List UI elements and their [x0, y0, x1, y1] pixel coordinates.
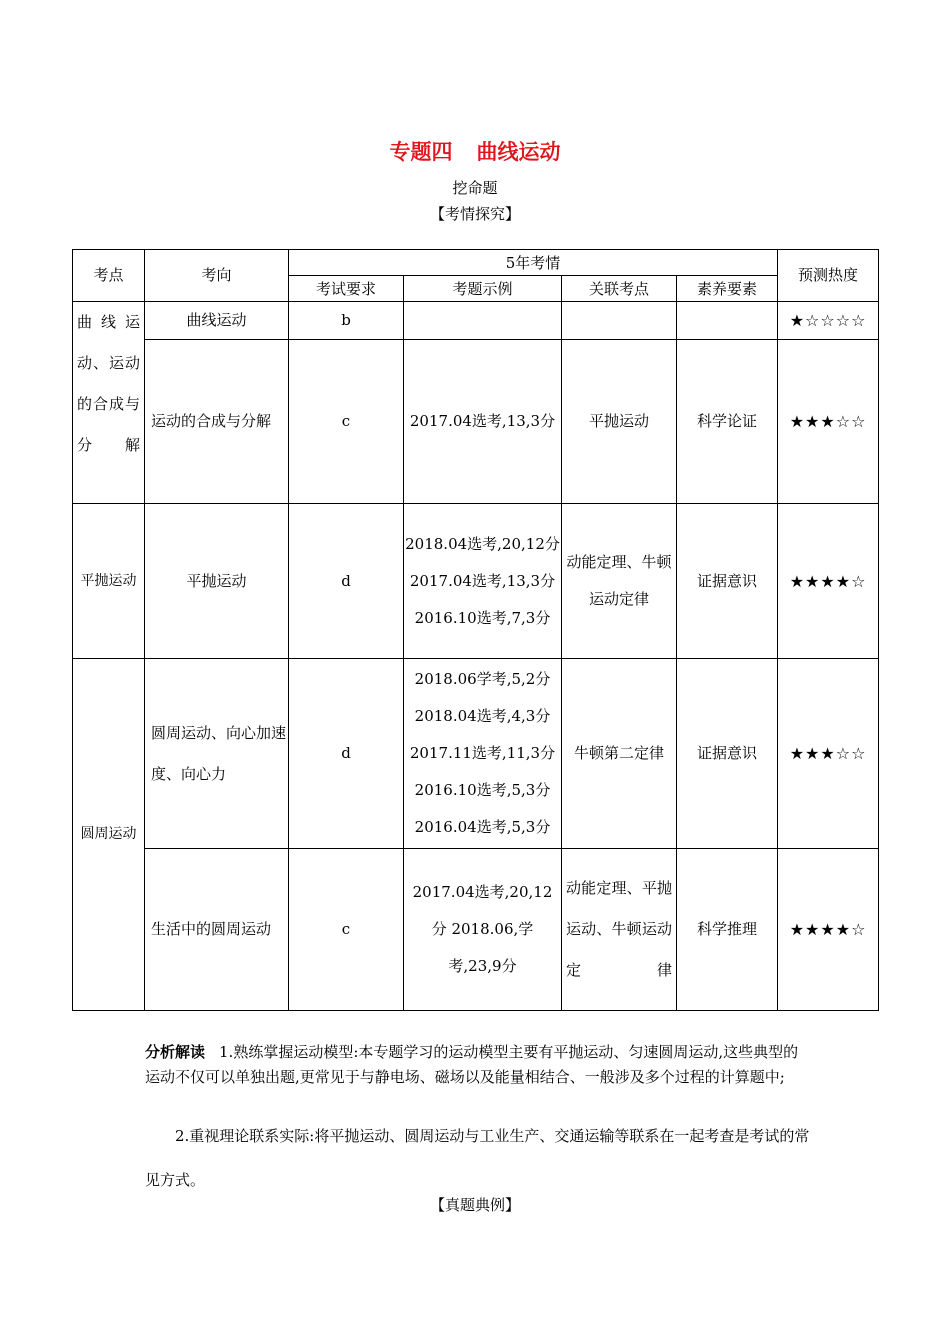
table-row — [73, 340, 879, 504]
cell-yaoqiu: c — [289, 340, 404, 504]
cell-suyang: 科学推理 — [677, 849, 778, 1011]
header-redu: 预测热度 — [778, 250, 879, 302]
cell-kaoxiang: 圆周运动、向心加速度、向心力 — [145, 659, 289, 849]
cell-suyang: 证据意识 — [677, 504, 778, 659]
analysis-text-1: 1.熟练掌握运动模型:本专题学习的运动模型主要有平抛运动、匀速圆周运动,这些典型的运动不仅可以单独出题,更常见于与静电场、磁场以及能量相结合、一般涉及多个过程的计算题中; — [145, 1043, 799, 1086]
header-shili: 考题示例 — [404, 276, 562, 302]
cell-guanlian — [562, 302, 677, 340]
cell-kaoxiang: 曲线运动 — [145, 302, 289, 340]
cell-redu: ★★★☆☆ — [778, 340, 879, 504]
cell-shili: 2018.04选考,20,12分 2017.04选考,13,3分 2016.10选考,7,3分 — [404, 504, 562, 659]
cell-kaodian: 平抛运动 — [73, 504, 145, 659]
section-heading-real-examples: 【真题典例】 — [429, 1196, 520, 1214]
title-topic-name: 曲线运动 — [476, 140, 561, 164]
table-row — [73, 504, 879, 659]
header-kaodian: 考点 — [73, 250, 145, 302]
cell-guanlian: 平抛运动 — [562, 340, 677, 504]
cell-shili: 2018.06学考,5,2分 2018.04选考,4,3分 2017.11选考,11,3分 2016.10选考,5,3分 2016.04选考,5,3分 — [404, 659, 562, 849]
cell-suyang: 科学论证 — [677, 340, 778, 504]
header-guanlian: 关联考点 — [562, 276, 677, 302]
header-suyang: 素养要素 — [677, 276, 778, 302]
cell-shili: 2017.04选考,20,12分 2018.06,学考,23,9分 — [404, 849, 562, 1011]
cell-redu: ★☆☆☆☆ — [778, 302, 879, 340]
header-5year: 5年考情 — [289, 250, 778, 276]
cell-guanlian: 动能定理、牛顿运动定律 — [562, 504, 677, 659]
cell-suyang: 证据意识 — [677, 659, 778, 849]
cell-shili: 2017.04选考,13,3分 — [404, 340, 562, 504]
cell-guanlian: 动能定理、平抛运动、牛顿运动定律 — [562, 849, 677, 1011]
subtitle: 挖命题 — [452, 179, 498, 197]
cell-kaoxiang: 运动的合成与分解 — [145, 340, 289, 504]
cell-shili — [404, 302, 562, 340]
cell-kaodian: 圆周运动 — [73, 659, 145, 1011]
analysis-paragraph-1 — [145, 1040, 810, 1090]
cell-suyang — [677, 302, 778, 340]
cell-yaoqiu: b — [289, 302, 404, 340]
cell-kaoxiang: 生活中的圆周运动 — [145, 849, 289, 1011]
table-row — [73, 302, 879, 340]
cell-kaoxiang: 平抛运动 — [145, 504, 289, 659]
page-title — [0, 136, 950, 166]
table-row — [73, 849, 879, 1011]
header-yaoqiu: 考试要求 — [289, 276, 404, 302]
cell-redu: ★★★☆☆ — [778, 659, 879, 849]
exam-analysis-table — [72, 249, 879, 1011]
header-kaoxiang: 考向 — [145, 250, 289, 302]
section-heading-exam-analysis: 【考情探究】 — [429, 205, 520, 223]
cell-yaoqiu: d — [289, 659, 404, 849]
table-row — [73, 659, 879, 849]
title-topic-number: 专题四 — [389, 140, 453, 164]
cell-yaoqiu: d — [289, 504, 404, 659]
analysis-paragraph-2: 2.重视理论联系实际:将平抛运动、圆周运动与工业生产、交通运输等联系在一起考查是考试的常见方式。 — [145, 1127, 810, 1189]
cell-redu: ★★★★☆ — [778, 504, 879, 659]
cell-redu: ★★★★☆ — [778, 849, 879, 1011]
analysis-label: 分析解读 — [145, 1043, 206, 1061]
cell-guanlian: 牛顿第二定律 — [562, 659, 677, 849]
cell-kaodian: 曲线运动、运动的合成与分解 — [73, 302, 145, 504]
cell-yaoqiu: c — [289, 849, 404, 1011]
